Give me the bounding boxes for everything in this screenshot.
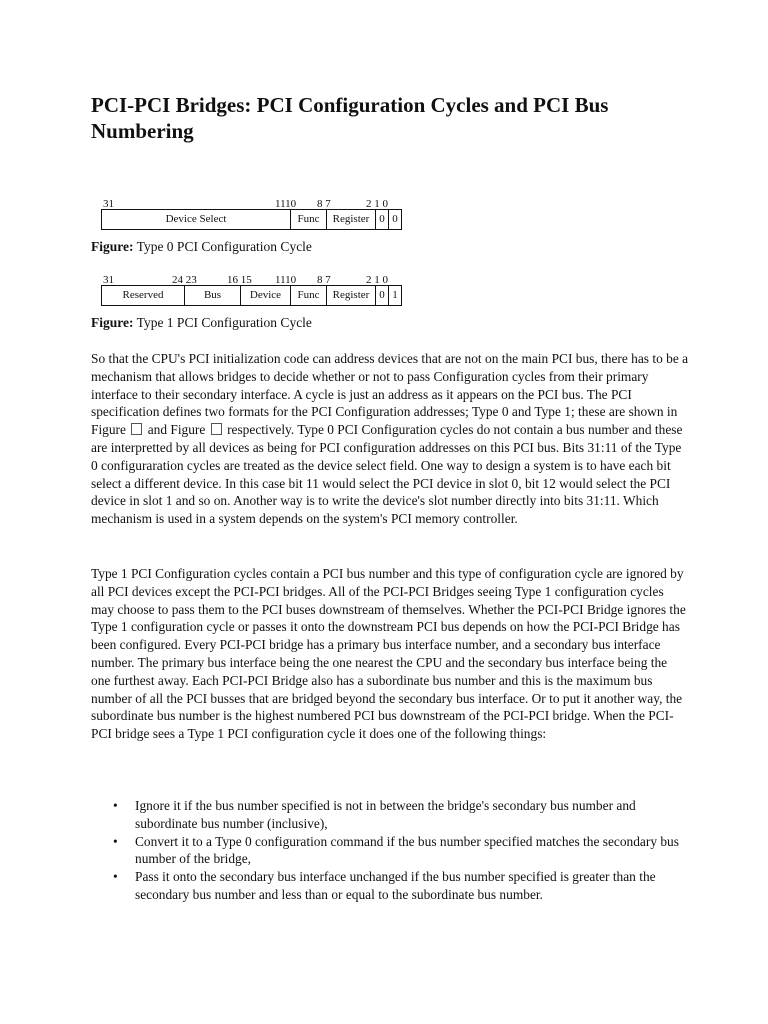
list-item [91,797,689,833]
bit1-field: 0 [376,209,389,230]
reserved-field: Reserved [101,285,185,306]
bit-label: 24 23 [172,274,197,286]
paragraph-type1-cycles: Type 1 PCI Configuration cycles contain a PCI bus number and this type of configuration cycle are ignored by all PCI devices except the PCI-PCI bridges. All of the PCI-PCI Bridges seeing Type 1 configuration cycles may choose to pass them to the PCI buses downstream of themselves. Whether the PCI-PCI Bridge ignores the Type 1 configuration cycle or passes it onto the downstream PCI bus depends on how the PCI-PCI Bridge has been configured. Every PCI-PCI bridge has a primary bus interface number, and a secondary bus interface number. The primary bus interface being the one nearest the CPU and the secondary bus interface being the one furthest away. Each PCI-PCI Bridge also has a subordinate bus number and this is the maximum bus number of all the PCI busses that are bridged beyond the secondary bus interface. Or to put it another way, the subordinate bus number is the highest numbered PCI bus downstream of the PCI-PCI bridge. When the PCI-PCI bridge sees a Type 1 PCI configuration cycle it does one of the following things: [91,566,686,742]
bridge-actions-list [91,797,689,904]
list-item-text: Ignore it if the bus number specified is not in between the bridge's secondary bus number and subordinate bus number (inclusive), [135,798,636,831]
bit-label: 8 7 [317,198,331,210]
bullet-icon: • [113,833,118,849]
device-select-field: Device Select [101,209,291,230]
paragraph-text: and Figure [147,422,206,438]
bit-label: 1110 [275,274,297,286]
caption-text: Type 0 PCI Configuration Cycle [136,239,312,254]
bit-label: 2 1 0 [366,198,388,210]
type0-figure-caption [91,239,312,255]
page-title: PCI-PCI Bridges: PCI Configuration Cycles and PCI Bus Numbering [91,93,609,143]
bit-label: 31 [103,198,114,210]
register-field: Register [327,209,376,230]
device-field: Device [241,285,291,306]
caption-text: Type 1 PCI Configuration Cycle [136,315,312,330]
bit-label: 2 1 0 [366,274,388,286]
paragraph-text: So that the CPU's PCI initialization code can address devices that are not on the main PCI bus, there has to be a mechanism that allows bridges to decide whether or not to pass Configuration cycles from their primary interface to their secondary interface. A cycle is just an address as it appears on the PCI bus. The PCI specification defines two formats for the PCI Configuration addresses; Type 0 and Type 1; these are shown in Figure [91,351,689,438]
bit-label: 31 [103,274,114,286]
caption-label: Figure: [91,239,134,254]
list-item [91,868,689,904]
caption-label: Figure: [91,315,134,330]
paragraph-config-cycles [91,350,689,528]
bit-label: 8 7 [317,274,331,286]
type0-fields [101,209,402,230]
bullet-icon: • [113,798,118,813]
bullet-icon: • [113,869,118,885]
register-field: Register [327,285,376,306]
type1-fields [101,285,402,306]
func-field: Func [291,285,327,306]
func-field: Func [291,209,327,230]
bit-label: 16 15 [227,274,252,286]
bit1-field: 0 [376,285,389,306]
bit-label: 1110 [275,198,297,210]
figure-ref-icon[interactable] [211,423,222,435]
bit0-field: 1 [389,285,402,306]
list-item [91,833,689,869]
list-item-text: Convert it to a Type 0 configuration command if the bus number specified matches the secondary bus number of the bridge, [135,833,679,867]
paragraph-text: respectively. Type 0 PCI Configuration cycles do not contain a bus number and these are interpretted by all devices as being for PCI configuration addresses on this PCI bus. Bits 31:11 of the Type 0 configuraration cycles are treated as the device select field. One way to design a system is to have each bit select a different device. In this case bit 11 would select the PCI device in slot 0, bit 12 would select the PCI device in slot 1 and so on. Another way is to write the device's slot number directly into bits 31:11. Which mechanism is used in a system depends on the system's PCI memory controller. [91,422,683,527]
figure-ref-icon[interactable] [131,423,142,435]
bit0-field: 0 [389,209,402,230]
bus-field: Bus [185,285,241,306]
list-item-text: Pass it onto the secondary bus interface unchanged if the bus number specified is greater than the secondary bus number and less than or equal to the subordinate bus number. [135,869,656,902]
type1-figure-caption [91,315,312,331]
